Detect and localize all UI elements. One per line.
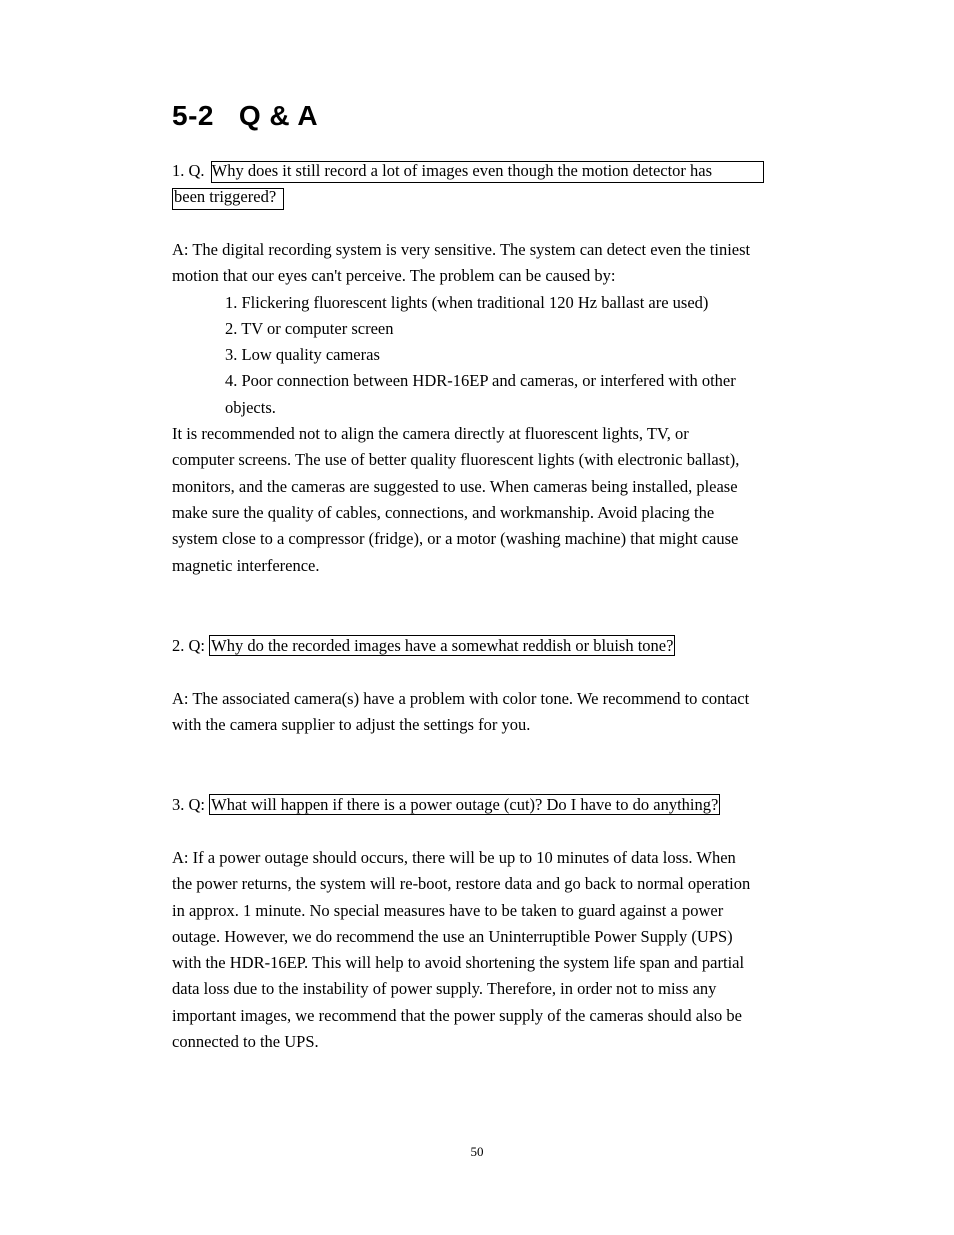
answer-3-body-line: the power returns, the system will re-boot, restore data and go back to normal operation (172, 874, 751, 894)
question-2-text: Why do the recorded images have a somewhat reddish or bluish tone? (211, 636, 674, 655)
answer-1 (172, 237, 792, 579)
section-number: 5-2 (172, 100, 214, 131)
section-title: Q & A (238, 100, 319, 131)
cause-item-continued: objects. (225, 397, 276, 417)
question-3-prefix: 3. Q: (172, 795, 205, 814)
answer-1-body-line: monitors, and the cameras are suggested to use. When cameras being installed, please (172, 476, 738, 496)
page-number: 50 (470, 1144, 484, 1159)
answer-1-body-line: magnetic interference. (172, 555, 320, 575)
answer-1-intro-line2: motion that our eyes can't perceive. The problem can be caused by: (172, 266, 616, 286)
question-3-text: What will happen if there is a power outage (cut)? Do I have to do anything? (211, 795, 719, 814)
cause-item: 3. Low quality cameras (225, 345, 380, 365)
cause-item: 2. TV or computer screen (225, 318, 394, 338)
answer-3-body-line: outage. However, we do recommend the use an Uninterruptible Power Supply (UPS) (172, 926, 733, 946)
answer-1-body-line: make sure the quality of cables, connections, and workmanship. Avoid placing the (172, 502, 715, 522)
question-1 (172, 158, 792, 211)
answer-1-body-line: It is recommended not to align the camera directly at fluorescent lights, TV, or (172, 424, 689, 444)
answer-2 (172, 686, 792, 739)
question-3 (172, 792, 792, 818)
cause-item: 4. Poor connection between HDR-16EP and cameras, or interfered with other (225, 371, 736, 391)
question-2 (172, 633, 792, 659)
question-2-prefix: 2. Q: (172, 636, 205, 655)
answer-3-body-line: data loss due to the instability of power supply. Therefore, in order not to miss any (172, 979, 717, 999)
answer-3-body-line: with the HDR-16EP. This will help to avoid shortening the system life span and partial (172, 953, 745, 973)
answer-1-body-line: computer screens. The use of better quality fluorescent lights (with electronic ballast), (172, 450, 740, 470)
answer-1-body-line: system close to a compressor (fridge), or a motor (washing machine) that might cause (172, 529, 739, 549)
answer-2-body-line: with the camera supplier to adjust the settings for you. (172, 715, 531, 735)
cause-item: 1. Flickering fluorescent lights (when traditional 120 Hz ballast are used) (225, 292, 709, 312)
section-heading (172, 100, 318, 132)
answer-3-body-line: A: If a power outage should occurs, there will be up to 10 minutes of data loss. When (172, 848, 736, 867)
answer-3-body-line: in approx. 1 minute. No special measures have to be taken to guard against a power (172, 900, 724, 920)
answer-3-body-line: important images, we recommend that the power supply of the cameras should also be (172, 1005, 743, 1025)
answer-1-intro-line1: A: The digital recording system is very sensitive. The system can detect even the tiniest (172, 240, 751, 259)
answer-3-body-line: connected to the UPS. (172, 1032, 319, 1052)
question-1-prefix: 1. Q. (172, 161, 205, 180)
question-1-text-line1: Why does it still record a lot of images even though the motion detector has (211, 161, 713, 180)
answer-2-body-line: A: The associated camera(s) have a problem with color tone. We recommend to contact (172, 689, 750, 708)
question-1-text-line2: been triggered? (174, 187, 277, 207)
answer-3 (172, 845, 792, 1055)
